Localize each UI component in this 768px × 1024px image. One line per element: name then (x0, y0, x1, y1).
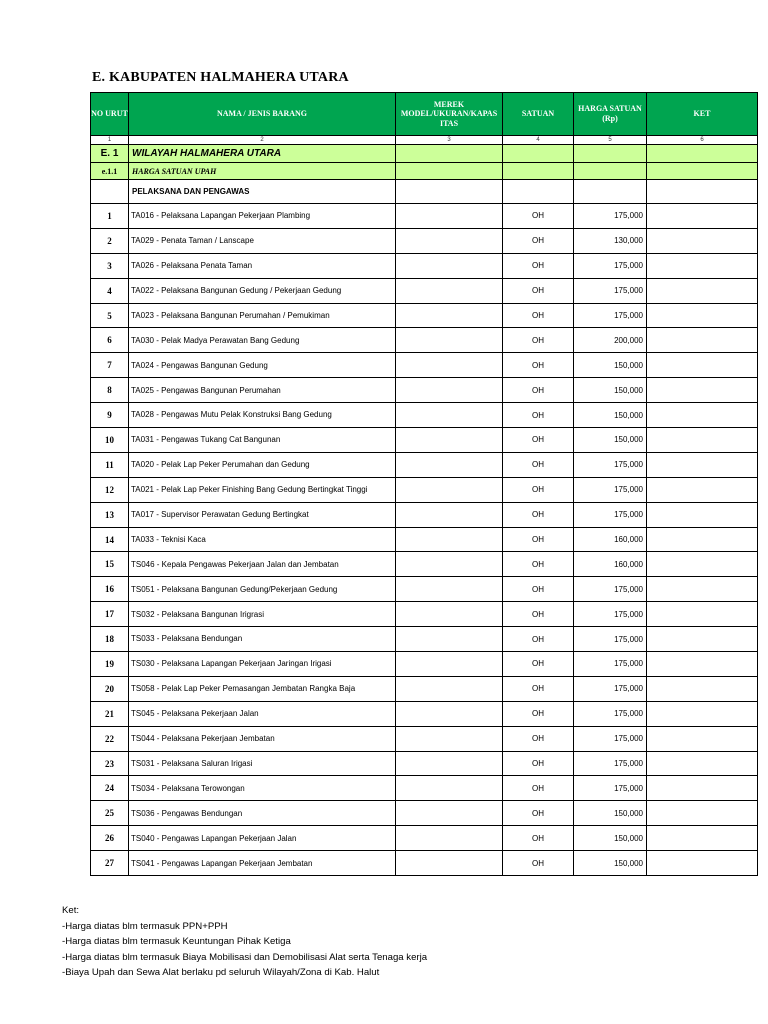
item-name: TA030 - Pelak Madya Perawatan Bang Gedung (129, 328, 396, 353)
section-row (91, 145, 758, 163)
row-number: 1 (91, 204, 129, 229)
item-merek (396, 676, 503, 701)
item-merek (396, 228, 503, 253)
item-harga: 175,000 (574, 602, 647, 627)
item-satuan: OH (503, 403, 574, 428)
item-harga: 175,000 (574, 577, 647, 602)
item-ket (647, 253, 758, 278)
item-merek (396, 726, 503, 751)
item-name: TA028 - Pengawas Mutu Pelak Konstruksi Bang Gedung (129, 403, 396, 428)
item-name: TS058 - Pelak Lap Peker Pemasangan Jembatan Rangka Baja (129, 676, 396, 701)
item-harga: 150,000 (574, 353, 647, 378)
item-satuan: OH (503, 502, 574, 527)
header-no-urut: NO URUT (91, 93, 129, 136)
row-number: 27 (91, 851, 129, 876)
item-satuan: OH (503, 751, 574, 776)
table-row (91, 253, 758, 278)
item-name: TS033 - Pelaksana Bendungan (129, 627, 396, 652)
item-satuan: OH (503, 353, 574, 378)
item-satuan: OH (503, 851, 574, 876)
row-number: 24 (91, 776, 129, 801)
item-name: TA022 - Pelaksana Bangunan Gedung / Pekerjaan Gedung (129, 278, 396, 303)
item-name: TA017 - Supervisor Perawatan Gedung Bertingkat (129, 502, 396, 527)
notes (62, 903, 427, 981)
item-name: TA026 - Pelaksana Penata Taman (129, 253, 396, 278)
note-line: -Harga diatas blm termasuk Biaya Mobilisasi dan Demobilisasi Alat serta Tenaga kerja (62, 951, 428, 963)
table-row (91, 428, 758, 453)
item-name: TS040 - Pengawas Lapangan Pekerjaan Jalan (129, 826, 396, 851)
item-harga: 150,000 (574, 428, 647, 453)
subsection-code: e.1.1 (91, 163, 129, 180)
row-number: 23 (91, 751, 129, 776)
header-nama-jenis-barang: NAMA / JENIS BARANG (129, 93, 396, 136)
item-harga: 200,000 (574, 328, 647, 353)
item-harga: 175,000 (574, 477, 647, 502)
item-harga: 150,000 (574, 851, 647, 876)
row-number: 26 (91, 826, 129, 851)
item-ket (647, 278, 758, 303)
item-merek (396, 826, 503, 851)
item-name: TS044 - Pelaksana Pekerjaan Jembatan (129, 726, 396, 751)
table-row (91, 676, 758, 701)
row-number: 17 (91, 602, 129, 627)
item-harga: 175,000 (574, 701, 647, 726)
item-harga: 175,000 (574, 676, 647, 701)
row-number: 25 (91, 801, 129, 826)
note-line: -Harga diatas blm termasuk PPN+PPH (62, 920, 228, 932)
item-satuan: OH (503, 204, 574, 229)
item-harga: 175,000 (574, 726, 647, 751)
item-satuan: OH (503, 801, 574, 826)
item-ket (647, 403, 758, 428)
item-merek (396, 477, 503, 502)
item-harga: 150,000 (574, 403, 647, 428)
row-number: 11 (91, 452, 129, 477)
item-harga: 175,000 (574, 627, 647, 652)
item-ket (647, 701, 758, 726)
notes-heading: Ket: (62, 905, 80, 916)
item-name: TA033 - Teknisi Kaca (129, 527, 396, 552)
item-satuan: OH (503, 627, 574, 652)
table-row (91, 826, 758, 851)
item-merek (396, 278, 503, 303)
item-merek (396, 428, 503, 453)
item-satuan: OH (503, 602, 574, 627)
item-name: TA021 - Pelak Lap Peker Finishing Bang Gedung Bertingkat Tinggi (129, 477, 396, 502)
row-number: 22 (91, 726, 129, 751)
item-satuan: OH (503, 428, 574, 453)
column-index: 4 (503, 136, 574, 145)
table-row (91, 403, 758, 428)
row-number: 8 (91, 378, 129, 403)
item-merek (396, 552, 503, 577)
item-satuan: OH (503, 676, 574, 701)
item-name: TS031 - Pelaksana Saluran Irigasi (129, 751, 396, 776)
item-satuan: OH (503, 328, 574, 353)
item-harga: 175,000 (574, 652, 647, 677)
row-number: 12 (91, 477, 129, 502)
item-name: TS051 - Pelaksana Bangunan Gedung/Pekerjaan Gedung (129, 577, 396, 602)
item-name: TS045 - Pelaksana Pekerjaan Jalan (129, 701, 396, 726)
item-merek (396, 253, 503, 278)
item-ket (647, 602, 758, 627)
item-harga: 175,000 (574, 303, 647, 328)
item-ket (647, 378, 758, 403)
item-ket (647, 751, 758, 776)
item-merek (396, 403, 503, 428)
item-ket (647, 726, 758, 751)
item-harga: 175,000 (574, 502, 647, 527)
item-ket (647, 204, 758, 229)
row-number: 16 (91, 577, 129, 602)
item-ket (647, 776, 758, 801)
item-name: TS041 - Pengawas Lapangan Pekerjaan Jembatan (129, 851, 396, 876)
table-row (91, 627, 758, 652)
item-merek (396, 527, 503, 552)
page-title: E. KABUPATEN HALMAHERA UTARA (92, 70, 349, 85)
item-name: TA020 - Pelak Lap Peker Perumahan dan Gedung (129, 452, 396, 477)
table-row (91, 477, 758, 502)
item-satuan: OH (503, 278, 574, 303)
table-row (91, 577, 758, 602)
table-row (91, 452, 758, 477)
table-row (91, 726, 758, 751)
item-merek (396, 627, 503, 652)
table-row (91, 776, 758, 801)
item-merek (396, 328, 503, 353)
item-ket (647, 527, 758, 552)
price-table (90, 92, 758, 876)
item-name: TA031 - Pengawas Tukang Cat Bangunan (129, 428, 396, 453)
item-name: TA024 - Pengawas Bangunan Gedung (129, 353, 396, 378)
item-harga: 175,000 (574, 751, 647, 776)
section-name: WILAYAH HALMAHERA UTARA (129, 145, 396, 163)
header-harga-satuan: HARGA SATUAN (Rp) (574, 93, 647, 136)
row-number: 9 (91, 403, 129, 428)
item-name: TS046 - Kepala Pengawas Pekerjaan Jalan dan Jembatan (129, 552, 396, 577)
item-ket (647, 328, 758, 353)
item-merek (396, 701, 503, 726)
item-harga: 175,000 (574, 204, 647, 229)
item-satuan: OH (503, 552, 574, 577)
item-merek (396, 502, 503, 527)
item-satuan: OH (503, 378, 574, 403)
table-row (91, 353, 758, 378)
item-merek (396, 577, 503, 602)
table-row (91, 801, 758, 826)
header-satuan: SATUAN (503, 93, 574, 136)
item-satuan: OH (503, 228, 574, 253)
table-row (91, 527, 758, 552)
row-number: 3 (91, 253, 129, 278)
item-ket (647, 428, 758, 453)
header-merek: MEREK MODEL/UKURAN/KAPAS ITAS (396, 93, 503, 136)
item-harga: 175,000 (574, 253, 647, 278)
item-ket (647, 826, 758, 851)
table-row (91, 303, 758, 328)
item-ket (647, 303, 758, 328)
column-index: 6 (647, 136, 758, 145)
item-name: TS032 - Pelaksana Bangunan Irigrasi (129, 602, 396, 627)
item-merek (396, 751, 503, 776)
item-ket (647, 228, 758, 253)
item-harga: 175,000 (574, 452, 647, 477)
table-header-row (91, 93, 758, 136)
item-ket (647, 676, 758, 701)
row-number: 15 (91, 552, 129, 577)
column-index: 2 (129, 136, 396, 145)
subsection-name: HARGA SATUAN UPAH (129, 163, 396, 180)
item-ket (647, 452, 758, 477)
row-number: 14 (91, 527, 129, 552)
row-number: 7 (91, 353, 129, 378)
table-row (91, 204, 758, 229)
item-satuan: OH (503, 303, 574, 328)
note-line: -Biaya Upah dan Sewa Alat berlaku pd seluruh Wilayah/Zona di Kab. Halut (62, 967, 380, 979)
column-index: 1 (91, 136, 129, 145)
group-name: PELAKSANA DAN PENGAWAS (129, 180, 396, 204)
item-merek (396, 801, 503, 826)
item-harga: 150,000 (574, 826, 647, 851)
item-ket (647, 353, 758, 378)
item-satuan: OH (503, 527, 574, 552)
item-ket (647, 627, 758, 652)
item-satuan: OH (503, 701, 574, 726)
table-row (91, 701, 758, 726)
item-satuan: OH (503, 776, 574, 801)
item-satuan: OH (503, 826, 574, 851)
item-merek (396, 602, 503, 627)
table-row (91, 652, 758, 677)
item-ket (647, 477, 758, 502)
header-ket: KET (647, 93, 758, 136)
column-index: 3 (396, 136, 503, 145)
item-harga: 150,000 (574, 378, 647, 403)
row-number: 4 (91, 278, 129, 303)
column-index: 5 (574, 136, 647, 145)
item-harga: 175,000 (574, 776, 647, 801)
item-merek (396, 303, 503, 328)
item-ket (647, 851, 758, 876)
item-satuan: OH (503, 452, 574, 477)
item-harga: 175,000 (574, 278, 647, 303)
item-harga: 150,000 (574, 801, 647, 826)
item-ket (647, 502, 758, 527)
item-merek (396, 204, 503, 229)
item-harga: 160,000 (574, 552, 647, 577)
table-row (91, 378, 758, 403)
row-number: 5 (91, 303, 129, 328)
note-line: -Harga diatas blm termasuk Keuntungan Pihak Ketiga (62, 936, 291, 948)
row-number: 6 (91, 328, 129, 353)
row-number: 2 (91, 228, 129, 253)
table-row (91, 851, 758, 876)
item-merek (396, 851, 503, 876)
item-ket (647, 552, 758, 577)
item-name: TA016 - Pelaksana Lapangan Pekerjaan Plambing (129, 204, 396, 229)
item-merek (396, 652, 503, 677)
row-number: 13 (91, 502, 129, 527)
item-merek (396, 378, 503, 403)
item-name: TA029 - Penata Taman / Lanscape (129, 228, 396, 253)
item-merek (396, 776, 503, 801)
item-satuan: OH (503, 652, 574, 677)
item-name: TA023 - Pelaksana Bangunan Perumahan / Pemukiman (129, 303, 396, 328)
item-harga: 160,000 (574, 527, 647, 552)
item-name: TA025 - Pengawas Bangunan Perumahan (129, 378, 396, 403)
table-row (91, 328, 758, 353)
row-number: 21 (91, 701, 129, 726)
table-row (91, 502, 758, 527)
item-ket (647, 652, 758, 677)
item-satuan: OH (503, 477, 574, 502)
item-satuan: OH (503, 253, 574, 278)
item-satuan: OH (503, 726, 574, 751)
item-satuan: OH (503, 577, 574, 602)
item-ket (647, 801, 758, 826)
item-merek (396, 353, 503, 378)
row-number: 10 (91, 428, 129, 453)
item-ket (647, 577, 758, 602)
row-number: 20 (91, 676, 129, 701)
table-row (91, 552, 758, 577)
item-harga: 130,000 (574, 228, 647, 253)
item-name: TS034 - Pelaksana Terowongan (129, 776, 396, 801)
row-number: 18 (91, 627, 129, 652)
row-number: 19 (91, 652, 129, 677)
item-name: TS030 - Pelaksana Lapangan Pekerjaan Jaringan Irigasi (129, 652, 396, 677)
item-name: TS036 - Pengawas Bendungan (129, 801, 396, 826)
section-code: E. 1 (91, 145, 129, 163)
item-merek (396, 452, 503, 477)
table-row (91, 751, 758, 776)
group-row (91, 180, 758, 204)
subsection-row (91, 163, 758, 180)
column-index-row (91, 136, 758, 145)
table-row (91, 278, 758, 303)
table-row (91, 228, 758, 253)
table-row (91, 602, 758, 627)
